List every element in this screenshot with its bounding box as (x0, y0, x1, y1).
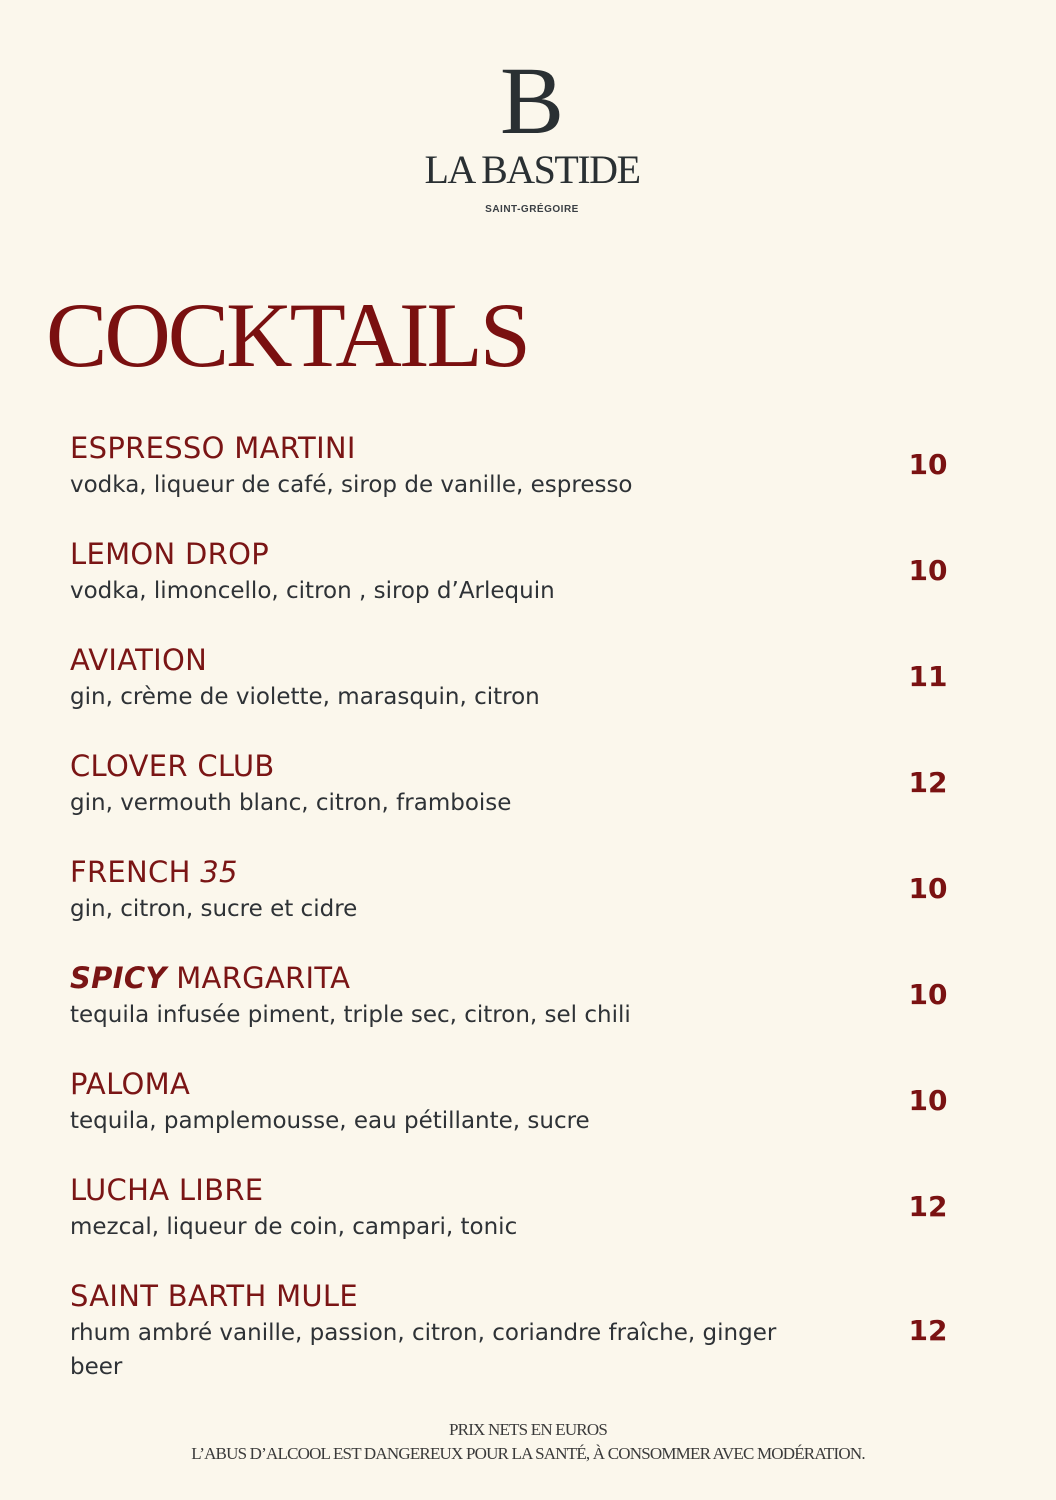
menu-item (70, 1276, 970, 1396)
item-price: 12 (908, 1314, 948, 1347)
cocktail-list (70, 428, 970, 1396)
item-price: 10 (908, 554, 948, 587)
item-description: gin, citron, sucre et cidre (70, 896, 358, 922)
item-name (70, 852, 970, 892)
item-description: gin, crème de violette, marasquin, citron (70, 684, 540, 710)
page-title: COCKTAILS (46, 284, 528, 386)
item-name: AVIATION (70, 643, 208, 677)
menu-item (70, 958, 970, 1064)
item-description: mezcal, liqueur de coin, campari, tonic (70, 1214, 518, 1240)
menu-item (70, 852, 970, 958)
item-price: 10 (908, 978, 948, 1011)
item-price: 11 (908, 660, 948, 693)
item-description: rhum ambré vanille, passion, citron, coriandre fraîche, ginger beer (70, 1320, 777, 1380)
item-name: PALOMA (70, 1067, 191, 1101)
brand-logo (0, 47, 1056, 215)
item-name-emphasis: SPICY (70, 961, 167, 995)
menu-item (70, 428, 970, 534)
brand-location: SAINT-GRÉGOIRE (485, 204, 579, 215)
item-description: tequila, pamplemousse, eau pétillante, sucre (70, 1108, 590, 1134)
item-name: SAINT BARTH MULE (70, 1279, 359, 1313)
item-name: LEMON DROP (70, 537, 270, 571)
item-price: 12 (908, 766, 948, 799)
item-description: vodka, liqueur de café, sirop de vanille, espresso (70, 472, 633, 498)
item-price: 10 (908, 448, 948, 481)
item-description: vodka, limoncello, citron , sirop d’Arlequin (70, 578, 555, 604)
item-description: tequila infusée piment, triple sec, citron, sel chili (70, 1002, 631, 1028)
item-name (70, 958, 970, 998)
item-name: LUCHA LIBRE (70, 1173, 264, 1207)
footer-notice (0, 1418, 1056, 1466)
item-price: 10 (908, 1084, 948, 1117)
item-price: 10 (908, 872, 948, 905)
menu-item (70, 746, 970, 852)
item-name-rest: MARGARITA (166, 961, 351, 995)
menu-item (70, 1064, 970, 1170)
menu-item (70, 640, 970, 746)
brand-name: LA BASTIDE (424, 147, 640, 192)
item-price: 12 (908, 1190, 948, 1223)
menu-item (70, 1170, 970, 1276)
item-name-prefix: FRENCH (70, 855, 201, 889)
item-name-number: 35 (200, 855, 238, 889)
item-name: ESPRESSO MARTINI (70, 431, 356, 465)
menu-item (70, 534, 970, 640)
item-description: gin, vermouth blanc, citron, framboise (70, 790, 512, 816)
item-name: CLOVER CLUB (70, 749, 275, 783)
logo-monogram: B (499, 47, 565, 154)
footer-prices-note: PRIX NETS EN EUROS (449, 1420, 607, 1439)
footer-health-warning: L’ABUS D’ALCOOL EST DANGEREUX POUR LA SANTÉ, À CONSOMMER AVEC MODÉRATION. (191, 1444, 865, 1463)
